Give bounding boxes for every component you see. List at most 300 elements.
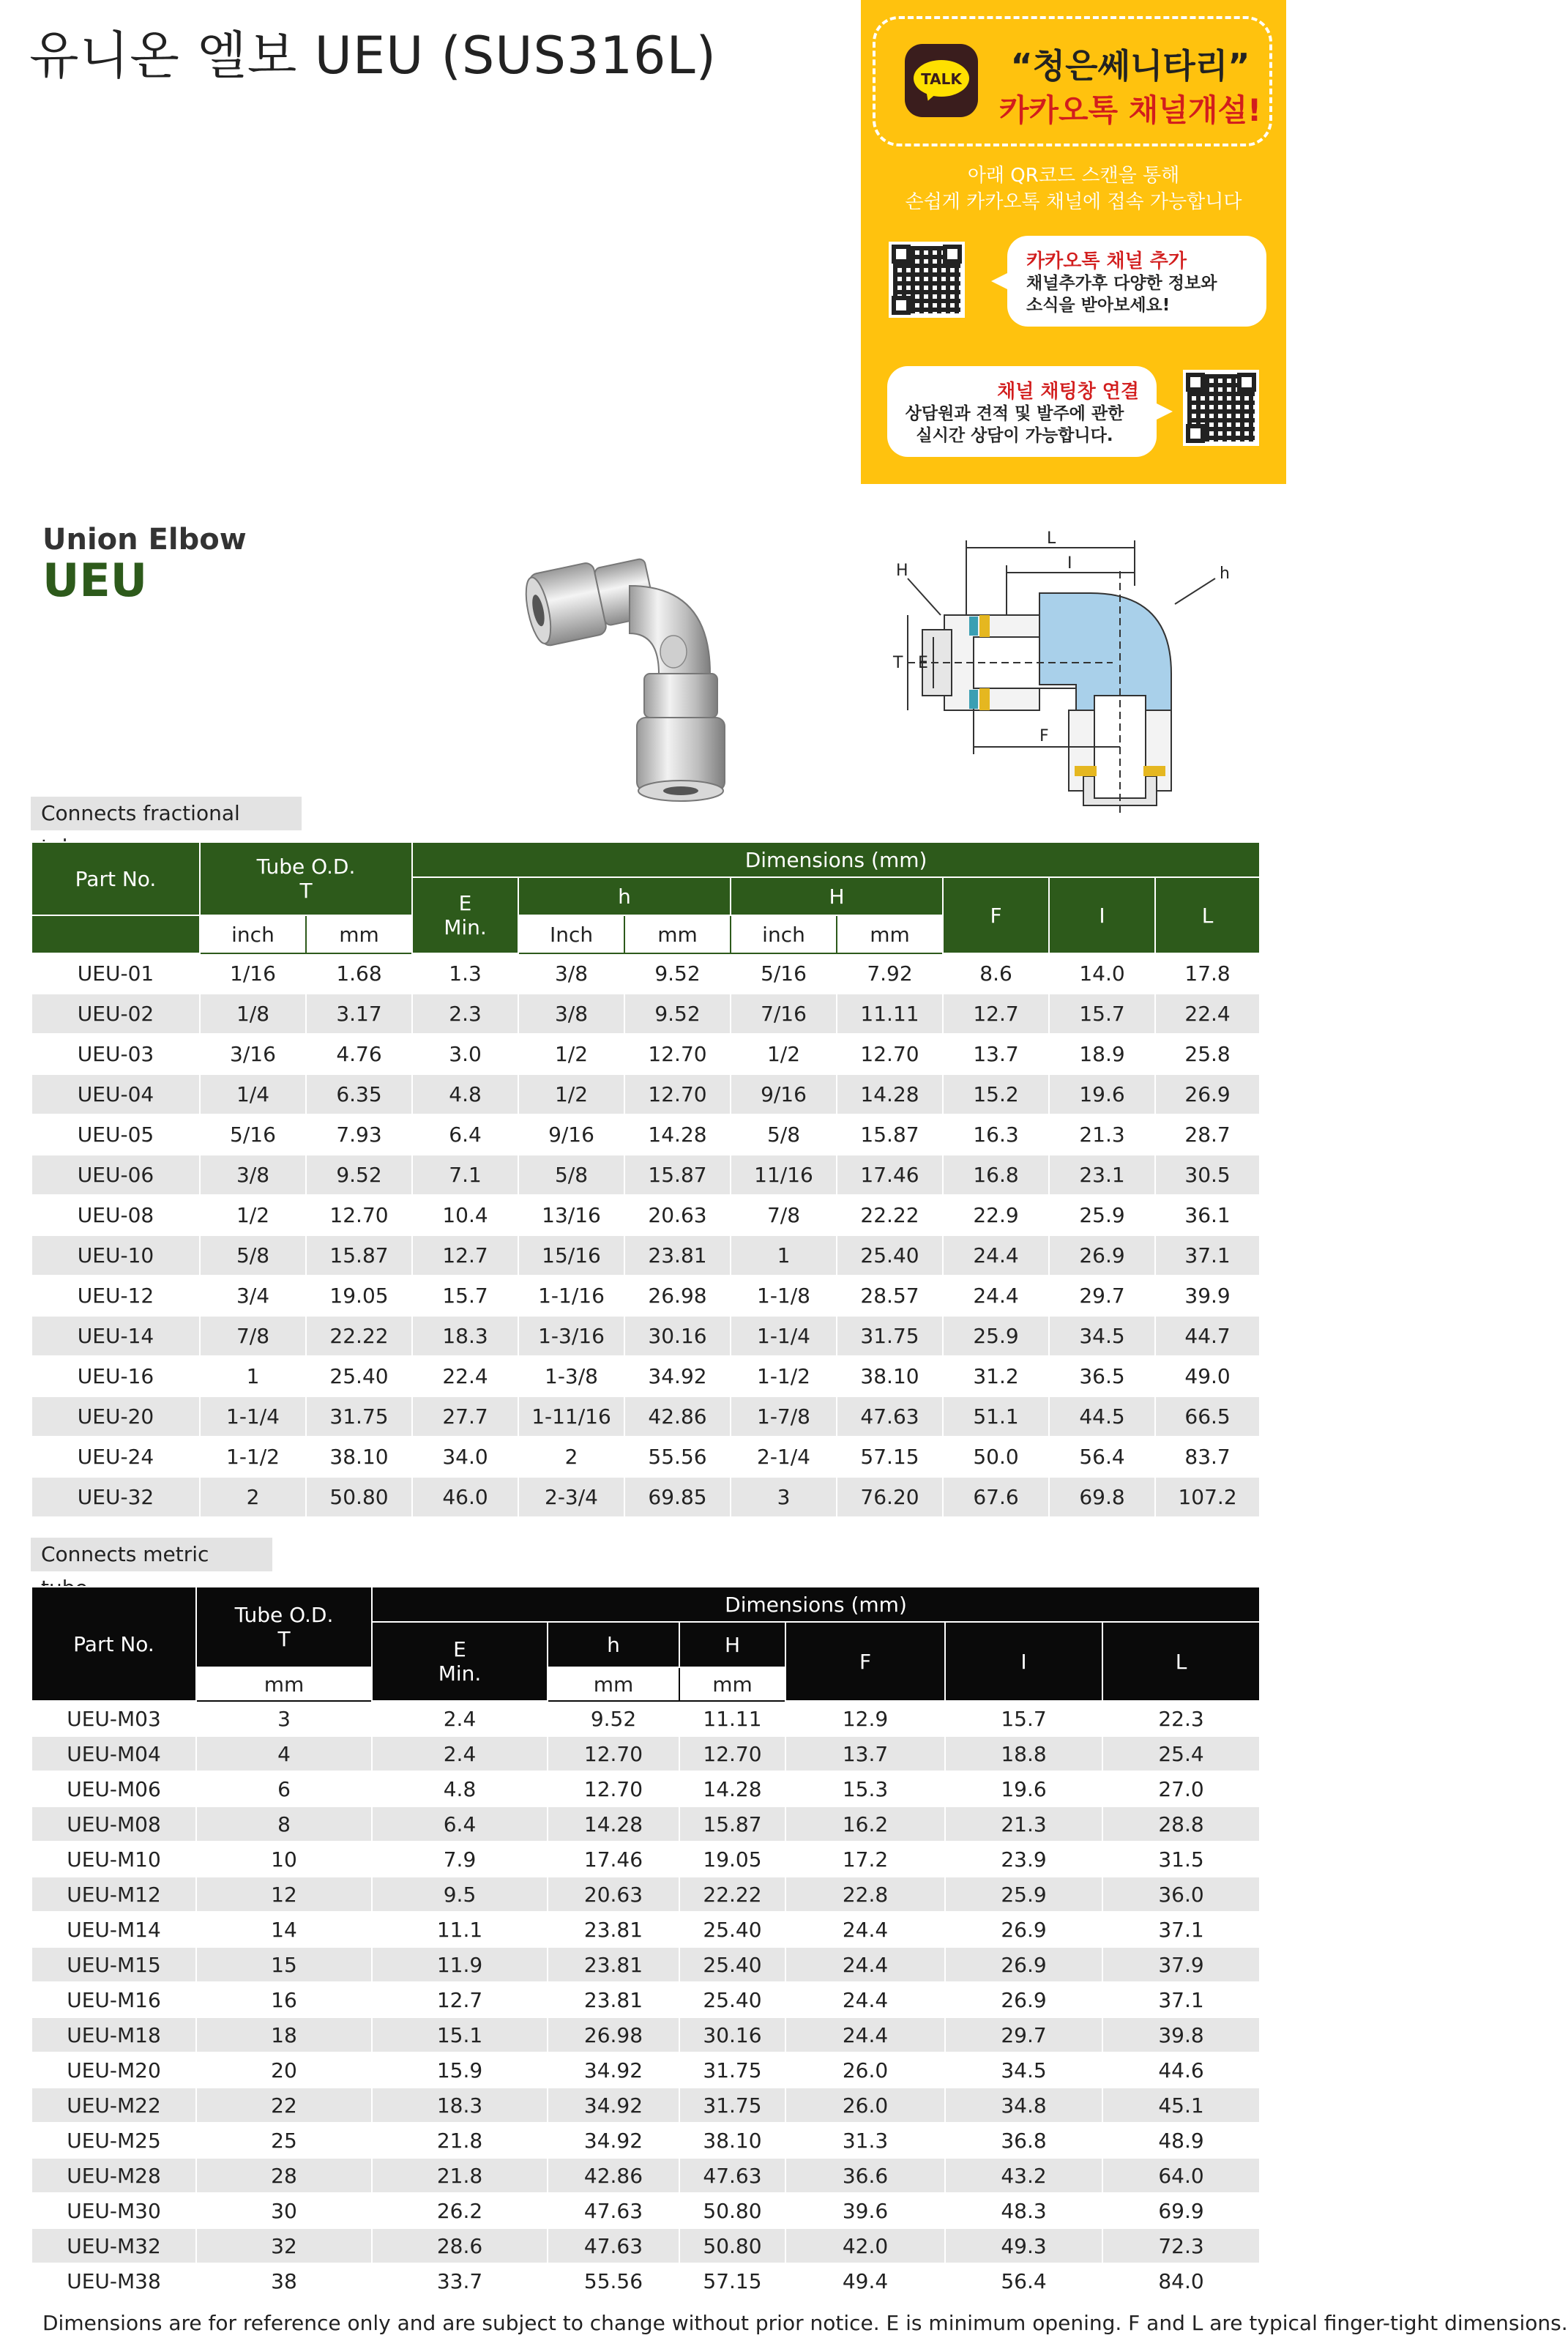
table-cell: 25.9	[943, 1316, 1049, 1356]
label-I: I	[1067, 554, 1072, 573]
table-cell: 9.52	[624, 994, 731, 1034]
table-cell: 5/8	[518, 1155, 624, 1195]
e-label: E	[453, 1637, 466, 1661]
table-cell: 3	[731, 1477, 837, 1517]
table-cell: 19.05	[306, 1276, 412, 1316]
col-tube-mm: mm	[196, 1667, 372, 1701]
col-h-big: H	[679, 1622, 785, 1667]
table-cell: 49.3	[945, 2228, 1102, 2263]
table-row	[31, 2228, 1260, 2263]
table-cell: 34.92	[548, 2123, 679, 2158]
part-number-cell: UEU-M18	[31, 2017, 196, 2052]
table-cell: 1-1/8	[731, 1276, 837, 1316]
part-number-cell: UEU-16	[31, 1356, 200, 1396]
table-cell: 3/8	[518, 994, 624, 1034]
table-row	[31, 2017, 1260, 2052]
table-row	[31, 953, 1260, 994]
col-part-no: Part No.	[31, 842, 200, 915]
table-cell: 16.2	[785, 1806, 945, 1842]
table-cell: 57.15	[837, 1437, 943, 1477]
table-cell: 1/2	[518, 1074, 624, 1114]
table-cell: 10.4	[412, 1195, 518, 1235]
part-number-cell: UEU-M10	[31, 1842, 196, 1877]
table-cell: 34.5	[1049, 1316, 1155, 1356]
table-cell: 2.4	[372, 1701, 548, 1736]
part-number-cell: UEU-M03	[31, 1701, 196, 1736]
table-cell: 21.8	[372, 2158, 548, 2193]
table-cell: 1/16	[200, 953, 306, 994]
table-cell: 69.8	[1049, 1477, 1155, 1517]
table-cell: 1-1/2	[731, 1356, 837, 1396]
table-cell: 9.5	[372, 1877, 548, 1912]
table-cell: 3/4	[200, 1276, 306, 1316]
kakao-channel-name: “청은쎄니타리”	[1010, 46, 1250, 86]
part-number-cell: UEU-M32	[31, 2228, 196, 2263]
col-h-mm: mm	[548, 1667, 679, 1701]
table-cell: 1-3/8	[518, 1356, 624, 1396]
table-cell: 18.9	[1049, 1034, 1155, 1074]
table-row	[31, 994, 1260, 1034]
col-tube-od	[200, 842, 412, 915]
table-cell: 12.7	[412, 1235, 518, 1276]
table-cell: 20.63	[548, 1877, 679, 1912]
table-cell: 14.28	[624, 1114, 731, 1155]
part-number-cell: UEU-M25	[31, 2123, 196, 2158]
table-cell: 1/2	[518, 1034, 624, 1074]
part-no-spacer	[31, 915, 200, 953]
table-cell: 10	[196, 1842, 372, 1877]
table-cell: 38	[196, 2263, 372, 2298]
part-number-cell: UEU-32	[31, 1477, 200, 1517]
table-cell: 18.3	[412, 1316, 518, 1356]
table-cell: 25.40	[679, 1912, 785, 1947]
table-cell: 15.87	[624, 1155, 731, 1195]
table-cell: 1-3/16	[518, 1316, 624, 1356]
table-cell: 26.2	[372, 2193, 548, 2228]
table-cell: 1.3	[412, 953, 518, 994]
table-cell: 26.9	[945, 1947, 1102, 1982]
part-number-cell: UEU-10	[31, 1235, 200, 1276]
table-cell: 7.1	[412, 1155, 518, 1195]
table-cell: 1-1/2	[200, 1437, 306, 1477]
table-cell: 37.1	[1102, 1912, 1260, 1947]
table-cell: 17.46	[548, 1842, 679, 1877]
table-cell: 31.75	[679, 2052, 785, 2088]
table-cell: 1	[200, 1356, 306, 1396]
part-number-cell: UEU-M14	[31, 1912, 196, 1947]
table-row	[31, 2158, 1260, 2193]
table-cell: 3/8	[200, 1155, 306, 1195]
table-cell: 47.63	[548, 2193, 679, 2228]
table-cell: 25.40	[679, 1947, 785, 1982]
label-T: T	[893, 654, 903, 672]
table-cell: 17.46	[837, 1155, 943, 1195]
metric-table-body	[31, 1701, 1260, 2298]
table-cell: 34.92	[548, 2052, 679, 2088]
table-cell: 15.7	[412, 1276, 518, 1316]
table-cell: 38.10	[306, 1437, 412, 1477]
table-cell: 13.7	[943, 1034, 1049, 1074]
part-number-cell: UEU-12	[31, 1276, 200, 1316]
dimension-drawing	[893, 527, 1244, 816]
table-cell: 4.76	[306, 1034, 412, 1074]
e-sub-label: Min.	[444, 915, 487, 939]
table-cell: 26.9	[945, 1912, 1102, 1947]
table-cell: 38.10	[837, 1356, 943, 1396]
col-tube-inch: inch	[200, 915, 306, 953]
table-cell: 26.9	[945, 1982, 1102, 2017]
table-cell: 1/2	[200, 1195, 306, 1235]
col-i: I	[945, 1622, 1102, 1701]
part-number-cell: UEU-M16	[31, 1982, 196, 2017]
add-channel-body-line1: 채널추가후 다양한 정보와	[1026, 274, 1217, 293]
table-cell: 15.9	[372, 2052, 548, 2088]
table-cell: 50.80	[679, 2193, 785, 2228]
part-number-cell: UEU-06	[31, 1155, 200, 1195]
table-cell: 27.7	[412, 1396, 518, 1437]
table-cell: 17.2	[785, 1842, 945, 1877]
table-cell: 2	[518, 1437, 624, 1477]
table-cell: 11.9	[372, 1947, 548, 1982]
table-cell: 20	[196, 2052, 372, 2088]
part-number-cell: UEU-M12	[31, 1877, 196, 1912]
table-cell: 11.11	[837, 994, 943, 1034]
table-cell: 36.0	[1102, 1877, 1260, 1912]
table-cell: 15.87	[679, 1806, 785, 1842]
table-row	[31, 1877, 1260, 1912]
col-h-small: h	[548, 1622, 679, 1667]
table-cell: 7/16	[731, 994, 837, 1034]
table-cell: 23.81	[548, 1947, 679, 1982]
table-row	[31, 1074, 1260, 1114]
table-row	[31, 2052, 1260, 2088]
part-number-cell: UEU-M30	[31, 2193, 196, 2228]
table-cell: 1	[731, 1235, 837, 1276]
table-cell: 25.40	[679, 1982, 785, 2017]
table-cell: 5/16	[731, 953, 837, 994]
label-H: H	[896, 562, 908, 580]
table-cell: 12.7	[372, 1982, 548, 2017]
table-cell: 7/8	[200, 1316, 306, 1356]
table-cell: 15.87	[837, 1114, 943, 1155]
kakao-desc-line1: 아래 QR코드 스캔을 통해	[967, 165, 1180, 187]
table-row	[31, 1195, 1260, 1235]
add-channel-body-line2: 소식을 받아보세요!	[1026, 296, 1171, 315]
table-cell: 56.4	[1049, 1437, 1155, 1477]
table-cell: 36.8	[945, 2123, 1102, 2158]
part-number-cell: UEU-24	[31, 1437, 200, 1477]
table-cell: 29.7	[1049, 1276, 1155, 1316]
table-cell: 31.75	[837, 1316, 943, 1356]
table-cell: 25.40	[306, 1356, 412, 1396]
table-cell: 44.7	[1155, 1316, 1260, 1356]
table-cell: 1/2	[731, 1034, 837, 1074]
col-f: F	[785, 1622, 945, 1701]
chat-connect-bubble	[887, 366, 1157, 457]
table-cell: 5/8	[731, 1114, 837, 1155]
table-cell: 2.3	[412, 994, 518, 1034]
table-cell: 34.92	[548, 2088, 679, 2123]
table-cell: 25	[196, 2123, 372, 2158]
table-cell: 32	[196, 2228, 372, 2263]
table-cell: 66.5	[1155, 1396, 1260, 1437]
table-cell: 4.8	[412, 1074, 518, 1114]
table-row	[31, 2263, 1260, 2298]
part-number-cell: UEU-01	[31, 953, 200, 994]
table-cell: 15.2	[943, 1074, 1049, 1114]
table-cell: 8	[196, 1806, 372, 1842]
part-number-cell: UEU-04	[31, 1074, 200, 1114]
table-cell: 36.1	[1155, 1195, 1260, 1235]
table-cell: 55.56	[624, 1437, 731, 1477]
part-number-cell: UEU-M04	[31, 1736, 196, 1771]
table-cell: 15.7	[945, 1701, 1102, 1736]
table-cell: 28.7	[1155, 1114, 1260, 1155]
col-e	[412, 877, 518, 953]
table-cell: 12.70	[548, 1771, 679, 1806]
table-cell: 12.7	[943, 994, 1049, 1034]
table-cell: 27.0	[1102, 1771, 1260, 1806]
col-tube-od	[196, 1587, 372, 1667]
table-row	[31, 1356, 1260, 1396]
table-cell: 18.8	[945, 1736, 1102, 1771]
table-cell: 1-1/4	[200, 1396, 306, 1437]
table-cell: 9.52	[548, 1701, 679, 1736]
table-cell: 31.3	[785, 2123, 945, 2158]
add-channel-title: 카카오톡 채널 추가	[1026, 250, 1187, 272]
table-cell: 34.0	[412, 1437, 518, 1477]
part-number-cell: UEU-M22	[31, 2088, 196, 2123]
table-cell: 15.87	[306, 1235, 412, 1276]
table-cell: 25.9	[945, 1877, 1102, 1912]
table-cell: 18	[196, 2017, 372, 2052]
label-h: h	[1220, 565, 1230, 583]
table-cell: 24.4	[785, 1947, 945, 1982]
col-l: L	[1155, 877, 1260, 953]
table-cell: 16.3	[943, 1114, 1049, 1155]
table-row	[31, 1114, 1260, 1155]
table-cell: 37.1	[1102, 1982, 1260, 2017]
table-cell: 107.2	[1155, 1477, 1260, 1517]
table-cell: 25.9	[1049, 1195, 1155, 1235]
chat-connect-body-line2: 실시간 상담이 가능합니다.	[916, 426, 1113, 445]
footnote: Dimensions are for reference only and are subject to change without prior notice. E is minimum opening. F and L are typical finger-tight dimensions.	[42, 2311, 1568, 2335]
table-cell: 24.4	[943, 1235, 1049, 1276]
table-cell: 21.3	[1049, 1114, 1155, 1155]
table-row	[31, 2123, 1260, 2158]
table-row	[31, 1806, 1260, 1842]
table-row	[31, 1982, 1260, 2017]
table-cell: 11/16	[731, 1155, 837, 1195]
table-row	[31, 1235, 1260, 1276]
e-label: E	[458, 891, 472, 915]
table-cell: 12.9	[785, 1701, 945, 1736]
table-cell: 42.86	[548, 2158, 679, 2193]
table-cell: 22.22	[679, 1877, 785, 1912]
metric-dimension-table	[31, 1586, 1261, 2299]
table-cell: 5/8	[200, 1235, 306, 1276]
table-cell: 9.52	[306, 1155, 412, 1195]
table-cell: 4	[196, 1736, 372, 1771]
table-cell: 6.35	[306, 1074, 412, 1114]
table-cell: 12.70	[837, 1034, 943, 1074]
table-cell: 19.05	[679, 1842, 785, 1877]
table-cell: 25.40	[837, 1235, 943, 1276]
col-h-inch: Inch	[518, 915, 624, 953]
col-H-mm: mm	[679, 1667, 785, 1701]
table-cell: 7.92	[837, 953, 943, 994]
table-row	[31, 1701, 1260, 1736]
table-cell: 39.9	[1155, 1276, 1260, 1316]
table-cell: 37.9	[1102, 1947, 1260, 1982]
col-l: L	[1102, 1622, 1260, 1701]
table-cell: 49.0	[1155, 1356, 1260, 1396]
table-cell: 34.8	[945, 2088, 1102, 2123]
table-cell: 15.3	[785, 1771, 945, 1806]
table-cell: 38.10	[679, 2123, 785, 2158]
table-cell: 22.4	[412, 1356, 518, 1396]
table-cell: 7.93	[306, 1114, 412, 1155]
table-cell: 15.1	[372, 2017, 548, 2052]
col-f: F	[943, 877, 1049, 953]
table-cell: 19.6	[1049, 1074, 1155, 1114]
table-row	[31, 1947, 1260, 1982]
table-cell: 3/16	[200, 1034, 306, 1074]
add-channel-bubble	[1007, 236, 1266, 327]
table-row	[31, 1477, 1260, 1517]
kakao-description	[861, 163, 1286, 215]
table-cell: 4.8	[372, 1771, 548, 1806]
table-cell: 3.0	[412, 1034, 518, 1074]
table-cell: 69.85	[624, 1477, 731, 1517]
table-cell: 24.4	[785, 1912, 945, 1947]
table-cell: 31.2	[943, 1356, 1049, 1396]
table-cell: 26.98	[624, 1276, 731, 1316]
table-cell: 36.5	[1049, 1356, 1155, 1396]
table-cell: 45.1	[1102, 2088, 1260, 2123]
table-cell: 5/16	[200, 1114, 306, 1155]
table-row	[31, 1437, 1260, 1477]
table-cell: 72.3	[1102, 2228, 1260, 2263]
chat-connect-body-line1: 상담원과 견적 및 발주에 관한	[905, 404, 1124, 423]
table-cell: 3/8	[518, 953, 624, 994]
table-cell: 1-1/4	[731, 1316, 837, 1356]
table-cell: 13/16	[518, 1195, 624, 1235]
table-cell: 11.1	[372, 1912, 548, 1947]
table-cell: 44.5	[1049, 1396, 1155, 1437]
table-cell: 2-1/4	[731, 1437, 837, 1477]
tube-od-symbol: T	[277, 1627, 291, 1651]
table-cell: 23.1	[1049, 1155, 1155, 1195]
product-code: UEU	[42, 554, 148, 607]
label-L: L	[1047, 529, 1056, 548]
kakao-channel-open-text: 카카오톡 채널개설!	[998, 92, 1262, 128]
qr-code-icon[interactable]	[889, 242, 965, 318]
table-cell: 12.70	[548, 1736, 679, 1771]
table-cell: 21.3	[945, 1806, 1102, 1842]
add-channel-body	[1026, 272, 1217, 316]
table-cell: 16	[196, 1982, 372, 2017]
table-cell: 18.3	[372, 2088, 548, 2123]
table-cell: 42.86	[624, 1396, 731, 1437]
table-cell: 24.4	[785, 1982, 945, 2017]
table-cell: 67.6	[943, 1477, 1049, 1517]
table-cell: 14	[196, 1912, 372, 1947]
table-cell: 43.2	[945, 2158, 1102, 2193]
table-cell: 1/4	[200, 1074, 306, 1114]
part-number-cell: UEU-08	[31, 1195, 200, 1235]
table-cell: 1/8	[200, 994, 306, 1034]
qr-code-icon[interactable]	[1183, 370, 1259, 446]
table-cell: 47.63	[548, 2228, 679, 2263]
chat-connect-body	[890, 403, 1139, 447]
e-sub-label: Min.	[438, 1661, 482, 1686]
table-cell: 47.63	[679, 2158, 785, 2193]
table-cell: 23.81	[624, 1235, 731, 1276]
table-cell: 36.6	[785, 2158, 945, 2193]
table-cell: 17.8	[1155, 953, 1260, 994]
table-cell: 31.75	[679, 2088, 785, 2123]
table-cell: 22.22	[837, 1195, 943, 1235]
kakao-header-box	[873, 16, 1272, 146]
table-cell: 25.4	[1102, 1736, 1260, 1771]
col-h-big: H	[731, 877, 943, 915]
kakao-talk-icon	[905, 44, 978, 117]
table-cell: 50.80	[306, 1477, 412, 1517]
table-cell: 22.9	[943, 1195, 1049, 1235]
table-cell: 29.7	[945, 2017, 1102, 2052]
col-e	[372, 1622, 548, 1701]
table-cell: 21.8	[372, 2123, 548, 2158]
table-cell: 39.6	[785, 2193, 945, 2228]
table-cell: 1-7/8	[731, 1396, 837, 1437]
table-cell: 83.7	[1155, 1437, 1260, 1477]
table-row	[31, 1842, 1260, 1877]
table-cell: 30	[196, 2193, 372, 2228]
table-cell: 23.81	[548, 1912, 679, 1947]
table-cell: 2.4	[372, 1736, 548, 1771]
table-cell: 7.9	[372, 1842, 548, 1877]
table-cell: 3.17	[306, 994, 412, 1034]
table-cell: 48.3	[945, 2193, 1102, 2228]
table-cell: 31.5	[1102, 1842, 1260, 1877]
table-cell: 12.70	[624, 1074, 731, 1114]
table-cell: 2	[200, 1477, 306, 1517]
part-number-cell: UEU-M08	[31, 1806, 196, 1842]
product-name: Union Elbow	[42, 523, 247, 556]
table-cell: 6.4	[412, 1114, 518, 1155]
table-cell: 46.0	[412, 1477, 518, 1517]
table-cell: 55.56	[548, 2263, 679, 2298]
product-photo	[527, 542, 747, 813]
table-cell: 34.92	[624, 1356, 731, 1396]
table-cell: 15/16	[518, 1235, 624, 1276]
table-cell: 22	[196, 2088, 372, 2123]
table-cell: 20.63	[624, 1195, 731, 1235]
col-i: I	[1049, 877, 1155, 953]
table-cell: 22.3	[1102, 1701, 1260, 1736]
table-row	[31, 1396, 1260, 1437]
table-cell: 15	[196, 1947, 372, 1982]
kakao-channel-banner[interactable]	[861, 0, 1286, 484]
table-cell: 12.70	[624, 1034, 731, 1074]
col-H-inch: inch	[731, 915, 837, 953]
table-cell: 15.7	[1049, 994, 1155, 1034]
table-cell: 22.8	[785, 1877, 945, 1912]
table-cell: 28	[196, 2158, 372, 2193]
kakao-desc-line2: 손쉽게 카카오톡 채널에 접속 가능합니다	[905, 191, 1242, 213]
table-cell: 19.6	[945, 1771, 1102, 1806]
